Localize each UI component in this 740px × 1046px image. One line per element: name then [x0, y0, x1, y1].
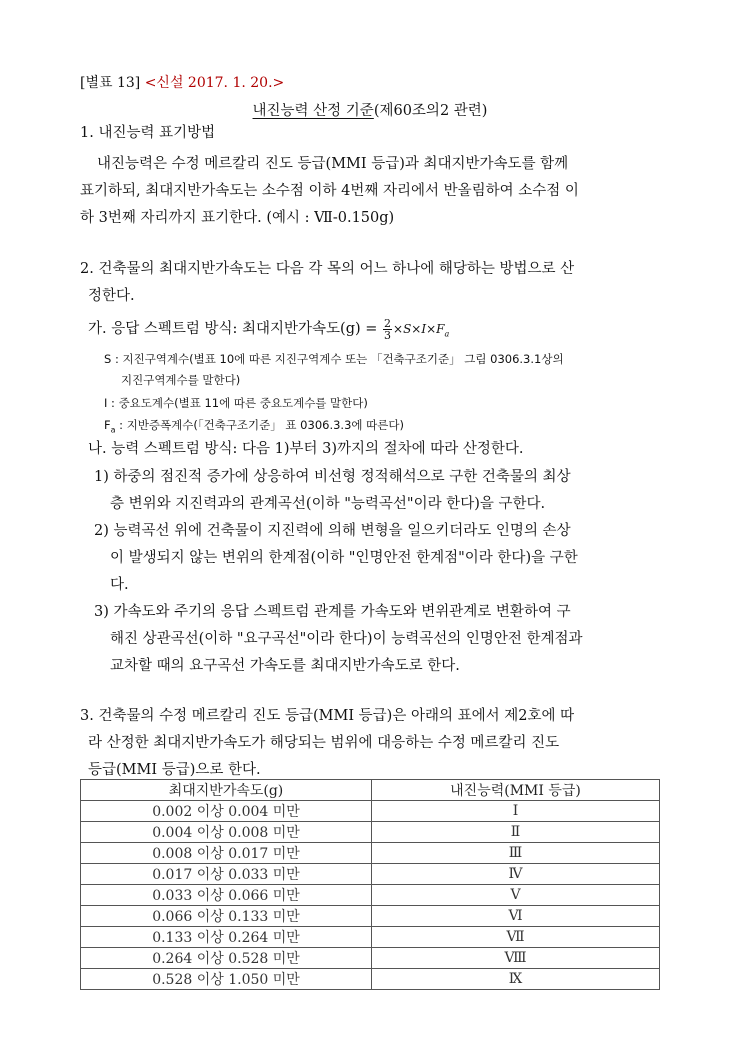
ga-heading: [88, 318, 449, 343]
section1-line: 표기하되, 최대지반가속도는 소수점 이하 4번째 자리에서 반올림하여 소수점 이: [80, 183, 579, 199]
revision-note: <신설 2017. 1. 20.>: [144, 75, 285, 91]
formula-fraction: $\frac{2}{3}$: [384, 317, 392, 342]
page-title: [0, 99, 740, 120]
pga-range: 0.033 이상 0.066 미만: [81, 885, 372, 906]
na-item-2-cont: 이 발생되지 않는 변위의 한계점(이하 "인명안전 한계점"이라 한다)을 구한: [110, 550, 578, 566]
na-heading: 나. 능력 스펙트럼 방식: 다음 1)부터 3)까지의 절차에 따라 산정한다.: [88, 441, 524, 457]
table-header-row: [81, 780, 660, 801]
table-row: [81, 948, 660, 969]
pga-range: 0.264 이상 0.528 미만: [81, 948, 372, 969]
pga-range: 0.066 이상 0.133 미만: [81, 906, 372, 927]
column-header: 최대지반가속도(g): [81, 780, 372, 801]
pga-range: 0.008 이상 0.017 미만: [81, 843, 372, 864]
section2-line: 2. 건축물의 최대지반가속도는 다음 각 목의 어느 하나에 해당하는 방법으로 산: [80, 261, 575, 277]
def-i: I : 중요도계수(별표 11에 따른 중요도계수를 말한다): [104, 396, 368, 410]
mmi-grade: Ⅲ: [372, 843, 660, 864]
na-item-3: 3) 가속도와 주기의 응답 스펙트럼 관계를 가속도와 변위관계로 변환하여 구: [94, 604, 571, 620]
mmi-grade: Ⅴ: [372, 885, 660, 906]
table-row: [81, 906, 660, 927]
def-s-cont: 지진구역계수를 말한다): [121, 373, 241, 387]
mmi-grade: Ⅵ: [372, 906, 660, 927]
table-row: [81, 822, 660, 843]
table-row: [81, 885, 660, 906]
pga-range: 0.004 이상 0.008 미만: [81, 822, 372, 843]
ga-formula: $\frac{2}{3}$ $\times S\times I\times F_a$: [384, 317, 450, 342]
na-item-3-cont: 교차할 때의 요구곡선 가속도를 최대지반가속도로 한다.: [110, 658, 460, 674]
mmi-grade: Ⅶ: [372, 927, 660, 948]
mmi-grade: Ⅰ: [372, 801, 660, 822]
mmi-grade: Ⅱ: [372, 822, 660, 843]
table-row: [81, 864, 660, 885]
section3-line: 등급(MMI 등급)으로 한다.: [88, 762, 261, 778]
pga-range: 0.528 이상 1.050 미만: [81, 969, 372, 990]
section3-line: 3. 건축물의 수정 메르칼리 진도 등급(MMI 등급)은 아래의 표에서 제2호에 따: [80, 708, 575, 724]
attachment-header: [80, 72, 284, 92]
mmi-grade: Ⅳ: [372, 864, 660, 885]
mmi-grade: Ⅷ: [372, 948, 660, 969]
title-sub: (제60조의2 관련): [373, 103, 488, 119]
pga-range: 0.133 이상 0.264 미만: [81, 927, 372, 948]
na-item-3-cont: 해진 상관곡선(이하 "요구곡선"이라 한다)이 능력곡선의 인명안전 한계점과: [110, 631, 583, 647]
section1-heading: 1. 내진능력 표기방법: [80, 125, 216, 141]
def-fa: $F_a$ : 지반증폭계수(「건축구조기준」 표 0306.3.3에 따른다): [104, 418, 404, 435]
mmi-table: [80, 779, 660, 990]
na-item-1: 1) 하중의 점진적 증가에 상응하여 비선형 정적해석으로 구한 건축물의 최상: [94, 469, 571, 485]
na-item-2-cont: 다.: [110, 577, 129, 593]
pga-range: 0.017 이상 0.033 미만: [81, 864, 372, 885]
attachment-label: [별표 13]: [80, 75, 141, 91]
section3-line: 라 산정한 최대지반가속도가 해당되는 범위에 대응하는 수정 메르칼리 진도: [88, 735, 560, 751]
ga-label: 가. 응답 스펙트럼 방식: 최대지반가속도(g) =: [88, 321, 378, 337]
mmi-grade: Ⅸ: [372, 969, 660, 990]
na-item-2: 2) 능력곡선 위에 건축물이 지진력에 의해 변형을 일으키더라도 인명의 손상: [94, 523, 571, 539]
def-s: S : 지진구역계수(별표 10에 따른 지진구역계수 또는 「건축구조기준」 그림 0306.3.1상의: [104, 352, 564, 366]
title-main: 내진능력 산정 기준: [252, 103, 374, 119]
table-row: [81, 969, 660, 990]
table-row: [81, 801, 660, 822]
table-row: [81, 843, 660, 864]
na-item-1-cont: 층 변위와 지진력과의 관계곡선(이하 "능력곡선"이라 한다)을 구한다.: [110, 496, 546, 512]
column-header: 내진능력(MMI 등급): [372, 780, 660, 801]
section1-line: 내진능력은 수정 메르칼리 진도 등급(MMI 등급)과 최대지반가속도를 함께: [97, 156, 569, 172]
table-row: [81, 927, 660, 948]
pga-range: 0.002 이상 0.004 미만: [81, 801, 372, 822]
section1-line: 하 3번째 자리까지 표기한다. (예시 : Ⅶ-0.150g): [80, 210, 395, 226]
section2-line: 정한다.: [88, 288, 135, 304]
